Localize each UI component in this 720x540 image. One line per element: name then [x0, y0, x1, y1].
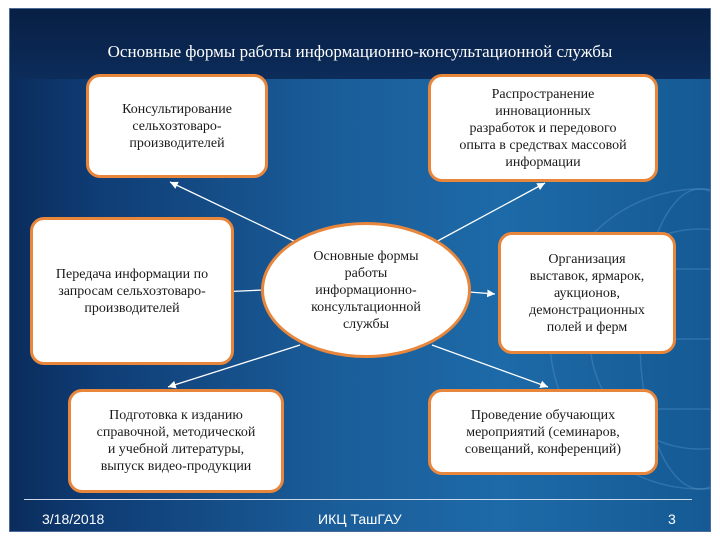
box-exhibitions: [498, 232, 676, 354]
footer-page-number: 3: [668, 511, 676, 527]
arrow-to-exhibitions: [469, 292, 495, 294]
box-dissemination-text: Распространение инновационных разработок и передового опыта в средствах массовой информации: [459, 86, 627, 170]
box-consulting-text: Консультирование сельхозтоваро- производителей: [122, 101, 232, 151]
footer-date: 3/18/2018: [42, 511, 105, 527]
box-exhibitions-text: Организация выставок, ярмарок, аукционов, демонстрационных полей и ферм: [529, 251, 645, 335]
footer-divider: [24, 499, 692, 500]
box-training-text: Проведение обучающих мероприятий (семинаров, совещаний, конференций): [464, 407, 622, 457]
slide-title: Основные формы работы информационно-консультационной службы: [107, 42, 613, 61]
box-info-transfer-text: Передача информации по запросам сельхозтоваро- производителей: [55, 266, 209, 316]
center-ellipse-text: Основные формы работы информационно- консультационной службы: [311, 248, 421, 332]
box-training: [428, 389, 658, 475]
box-info-transfer: [30, 217, 234, 365]
footer-org: ИКЦ ТашГАУ: [318, 511, 402, 527]
box-publishing: [68, 389, 284, 493]
box-publishing-text: Подготовка к изданию справочной, методической и учебной литературы, выпуск видео-продукции: [96, 408, 256, 474]
box-consulting: [86, 74, 268, 178]
box-dissemination: [428, 74, 658, 182]
center-ellipse: [261, 222, 471, 358]
